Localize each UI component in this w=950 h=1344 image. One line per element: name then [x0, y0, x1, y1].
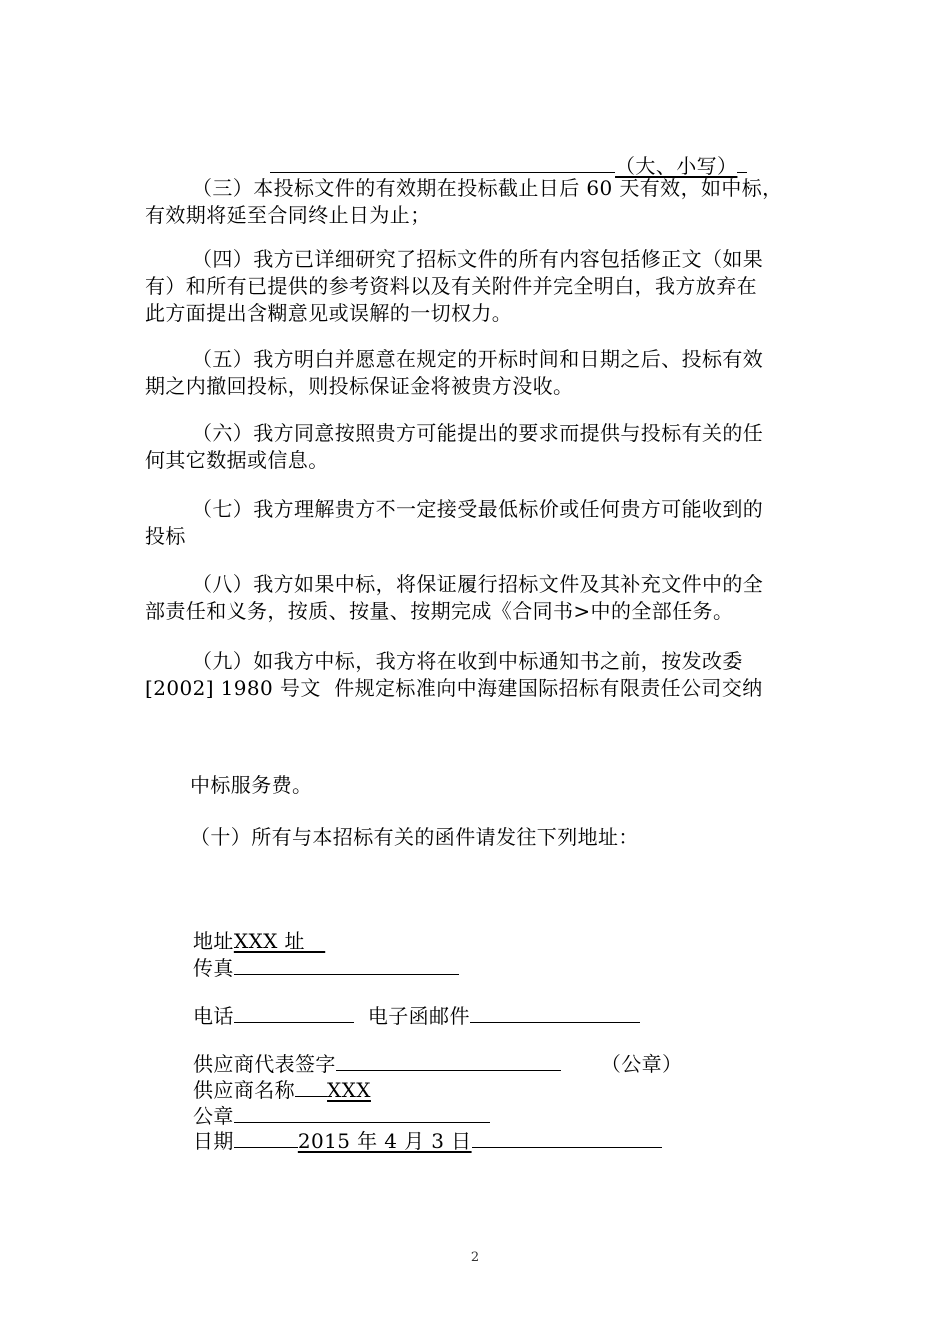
para-5-line-2: 期之内撤回投标，则投标保证金将被贵方没收。 [145, 374, 574, 398]
address-label: 地址 [193, 929, 234, 953]
seal-paren-text: （公章） [600, 1052, 683, 1076]
para-7-line-2: 投标 [145, 524, 186, 548]
para-8-line-1: （八）我方如果中标，将保证履行招标文件及其补充文件中的全 [192, 572, 764, 596]
rep-sign-row [166, 1020, 683, 1076]
para-3-line-1: （三）本投标文件的有效期在投标截止日后 60 天有效，如中标， [192, 176, 783, 200]
date-row [166, 1097, 662, 1153]
address-value[interactable]: XXX 址 [233, 929, 326, 953]
phone-email-row [166, 972, 640, 1028]
para-8-line-2: 部责任和义务，按质、按量、按期完成《合同书>中的全部任务。 [145, 599, 734, 623]
supplier-name-label: 供应商名称 [193, 1078, 296, 1102]
supplier-name-row [166, 1046, 371, 1102]
phone-label: 电话 [193, 1004, 234, 1028]
para-3-line-2: 有效期将延至合同终止日为止； [145, 203, 431, 227]
fax-label: 传真 [193, 956, 234, 980]
para-4-line-1: （四）我方已详细研究了招标文件的所有内容包括修正文（如果 [192, 247, 764, 271]
para-4-line-3: 此方面提出含糊意见或误解的一切权力。 [145, 301, 513, 325]
email-label: 电子函邮件 [367, 1004, 470, 1028]
para-5-line-1: （五）我方明白并愿意在规定的开标时间和日期之后、投标有效 [192, 347, 764, 371]
amount-blank [270, 150, 615, 173]
date-pad-right [472, 1125, 662, 1148]
date-pad-left [234, 1125, 298, 1148]
para-4-line-2: 有）和所有已提供的参考资料以及有关附件并完全明白，我方放弃在 [145, 274, 757, 298]
amount-case-note: （大、小写） [615, 154, 738, 178]
seal-label: 公章 [193, 1104, 234, 1128]
address-row [166, 899, 326, 953]
rep-sign-label: 供应商代表签字 [193, 1052, 336, 1076]
para-9-line-1: （九）如我方中标，我方将在收到中标通知书之前，按发改委 [192, 649, 743, 673]
page-number: 2 [470, 1250, 480, 1265]
seal-row [166, 1072, 490, 1128]
service-fee-line: 中标服务费。 [190, 773, 313, 797]
supplier-name-value[interactable]: XXX [327, 1078, 371, 1102]
date-label: 日期 [193, 1129, 234, 1153]
date-value[interactable]: 2015 年 4 月 3 日 [297, 1129, 472, 1153]
amount-blank-line [243, 122, 747, 178]
amount-blank-tail [737, 150, 747, 173]
para-6-line-1: （六）我方同意按照贵方可能提出的要求而提供与投标有关的任 [192, 421, 764, 445]
para-6-line-2: 何其它数据或信息。 [145, 448, 329, 472]
para-7-line-1: （七）我方理解贵方不一定接受最低标价或任何贵方可能收到的 [192, 497, 764, 521]
para-9-line-2: [2002] 1980 号文 件规定标准向中海建国际招标有限责任公司交纳 [145, 676, 763, 700]
fax-row [166, 924, 459, 980]
address-intro-line: （十）所有与本招标有关的函件请发往下列地址： [190, 825, 639, 849]
